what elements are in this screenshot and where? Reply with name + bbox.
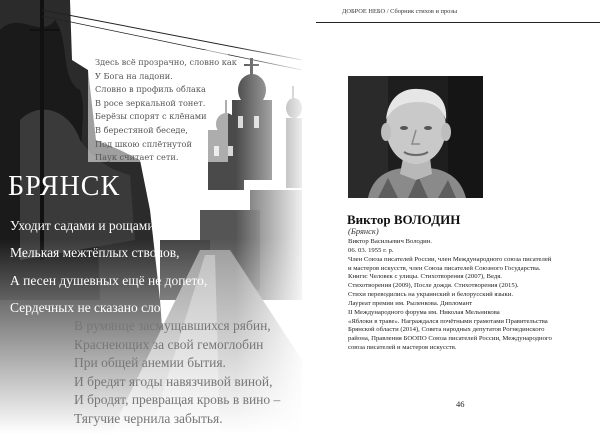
bio-line: Член Союза писателей России, член Международного союза писателей	[348, 255, 552, 263]
bio-line: и мастеров искусств, член Союза писателей Союзного Государства.	[348, 264, 541, 272]
bio-line: Стихи переводились на украинский и белорусский языки.	[348, 291, 514, 299]
epigraph-line: Словно в профиль облака	[95, 84, 206, 95]
epigraph-line: У Бога на ладони.	[95, 70, 173, 81]
running-head: ДОБРОЕ НЕБО / Сборник стихов и прозы	[342, 8, 458, 15]
epigraph-line: В росе зеркальной тонет.	[95, 97, 206, 108]
poem-line: А песен душевных ещё не допето,	[10, 272, 208, 288]
epigraph-line: Под шкою сплётнутой	[95, 138, 192, 149]
faded-stanza	[74, 317, 302, 429]
bio-line: района, Правления БООПО Союза писателей России, Международного	[348, 335, 552, 343]
author-portrait	[348, 76, 483, 198]
bio-line: «Яблоки в траве». Награждался почётными грамотами Правительства	[348, 317, 548, 325]
city-title: БРЯНСК	[8, 171, 121, 202]
main-stanza	[10, 212, 300, 321]
epigraph-line: Берёзы спорят с клёнами	[95, 111, 207, 122]
epigraph-line: Паук считает сети.	[95, 152, 179, 163]
bio-line: союза писателей и мастеров искусств.	[348, 344, 457, 352]
header-rule	[316, 22, 600, 23]
bio-line: II Международного форума им. Николая Мельникова	[348, 308, 500, 316]
faded-line: В румянце засмущавшихся рябин,	[74, 318, 271, 333]
epigraph-line: В берестяной беседе,	[95, 124, 188, 135]
poem-line: Уходит садами и рощами лето,	[10, 218, 187, 233]
author-name: Виктор ВОЛОДИН	[347, 212, 461, 227]
page-number: 46	[456, 399, 465, 409]
faded-line: Краснеющих за свой гемоглобин	[74, 336, 264, 352]
right-page	[302, 0, 600, 434]
epigraph-stanza	[95, 56, 275, 165]
faded-line: При общей анемии бытия.	[74, 355, 226, 371]
bio-line: Стихотворения (2009), После дождя. Стихотворения (2015).	[348, 282, 519, 290]
bio-line: Книги: Человек с улицы. Стихотворения (2007), Ведя.	[348, 273, 502, 281]
poem-line: Мелькая межтёплых стволов,	[10, 245, 180, 261]
bio-line: Брянской области (2014), Совета народных депутатов Рогнединского	[348, 326, 545, 334]
bio-line: 06. 03. 1955 г. р.	[348, 246, 394, 254]
epigraph-line: Здесь всё прозрачно, словно как	[95, 57, 237, 67]
author-city: (Брянск)	[348, 226, 379, 236]
bio-line: Виктор Васильевич Володин.	[348, 238, 432, 245]
poem-line: Сердечных не сказано слов.	[10, 299, 171, 315]
bio-line: Лауреат премии им. Рыленкова. Дипломант	[348, 299, 473, 307]
author-bio	[348, 238, 594, 353]
faded-line: И бродят, превращая кровь в вино –	[74, 392, 281, 408]
faded-line: Тягучие чернила забытья.	[74, 410, 223, 426]
faded-line: И бредят ягоды навязчивой виной,	[74, 373, 273, 389]
